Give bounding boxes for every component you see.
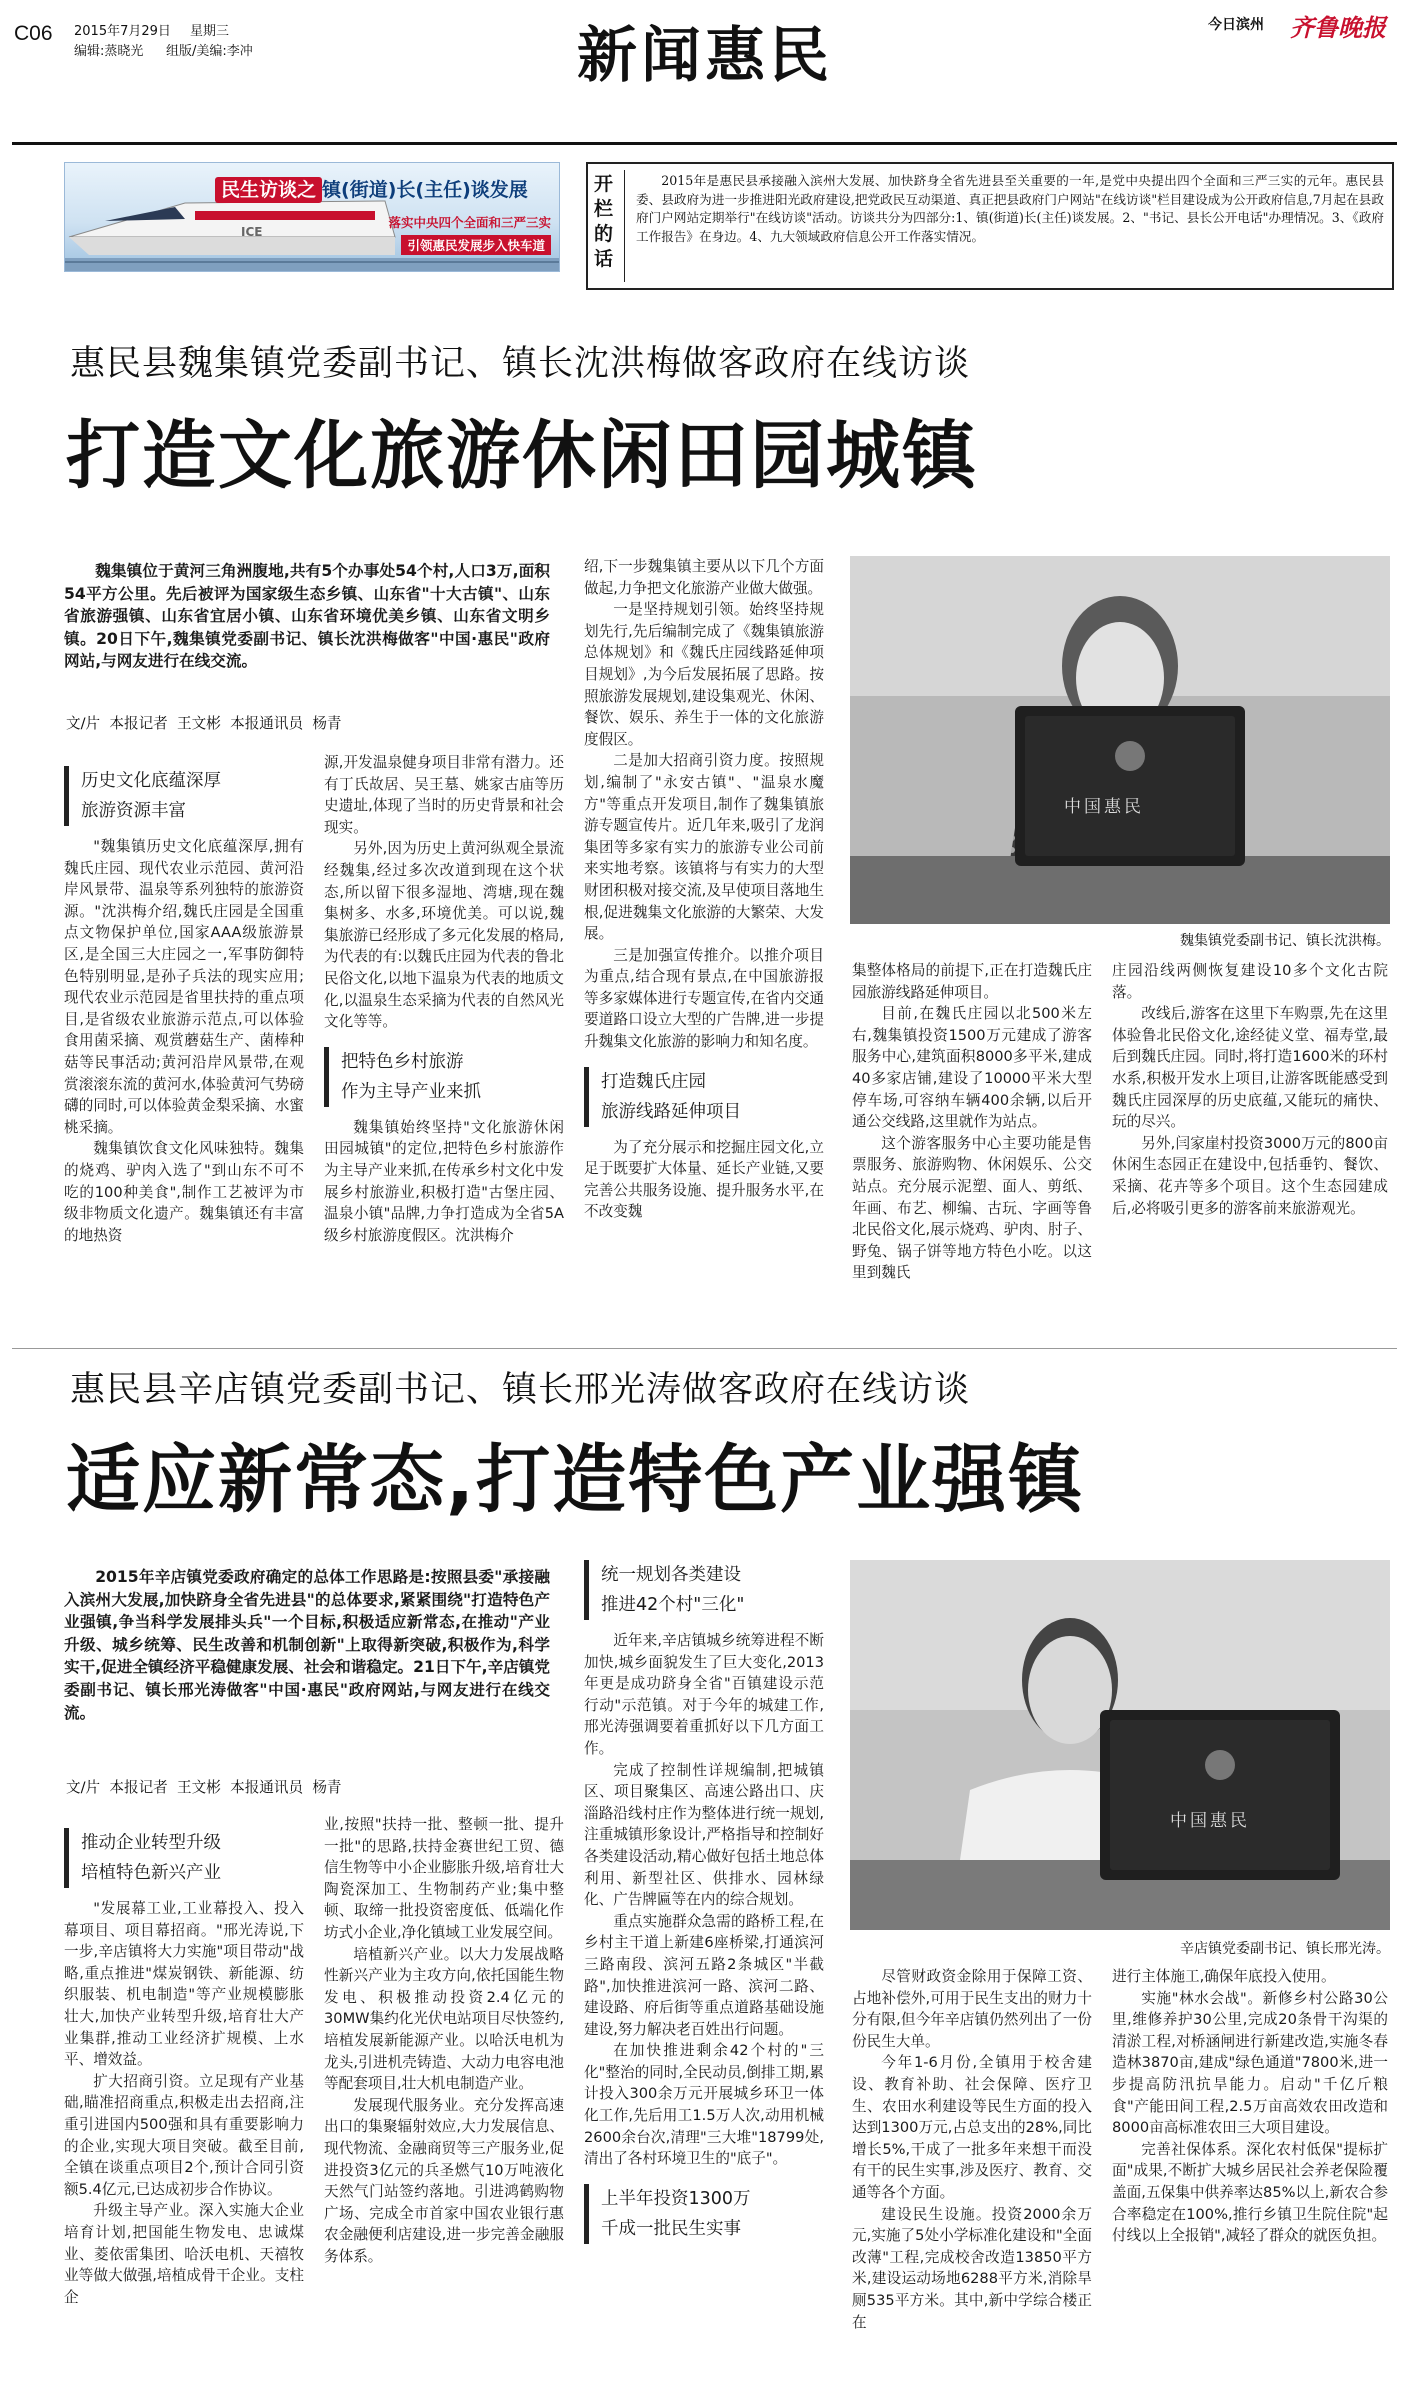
- banner-title: [215, 175, 528, 202]
- article1-subhead-1: 历史文化底蕴深厚 旅游资源丰富: [64, 766, 304, 826]
- article2-paragraph: 实施"林水会战"。新修乡村公路30公里,维修养护30公里,完成20条骨干沟渠的清淤工程,对桥涵闸进行新建改造,实施冬春造林3870亩,建成"绿色通道"7800米,进一步提高防汛抗旱能力。启动"千亿斤粮食"产能田间工程,2.5万亩高效农田改造和8000亩高标准农田三大项目建设。: [1112, 1989, 1388, 2137]
- photo1-screen-text: 中国惠民: [1064, 797, 1144, 817]
- banner-subtitle-1: 落实中央四个全面和三严三实: [388, 215, 551, 230]
- banner-subtitle-2: 引领惠民发展步入快车道: [401, 235, 551, 255]
- article1-headline: 打造文化旅游休闲田园城镇: [66, 413, 978, 499]
- article1-paragraph: "魏集镇历史文化底蕴深厚,拥有魏氏庄园、现代农业示范园、黄河沿岸风景带、温泉等系列独特的旅游资源。"沈洪梅介绍,魏氏庄园是全国重点文物保护单位,国家AAA级旅游景区,是全国三大庄园之一,军事防御特色特别明显,是孙子兵法的现实应用;现代农业示范园是省里扶持的重点项目,是省级农业旅游示范点,可以体验食用菌采摘、观赏蘑菇生产、菌棒种菇等民事活动;黄河沿岸风景带,在观赏滚滚东流的黄河水,体验黄河气势磅礴的同时,可以体验黄金梨采摘、水蜜桃采摘。: [64, 838, 304, 1136]
- article2-paragraph: 升级主导产业。深入实施大企业培育计划,把国能生物发电、忠诚煤业、菱依雷集团、哈沃电机、天禧牧业等做大做强,培植成骨干企业。支柱企: [64, 2202, 304, 2306]
- article2-paragraph: 业,按照"扶持一批、整顿一批、提升一批"的思路,扶持金赛世纪工贸、德信生物等中小企业膨胀升级,培育壮大陶瓷深加工、生物制药产业;集中整顿、取缔一批投资密度低、低端化作坊式小企业,净化镇域工业发展空间。: [324, 1816, 564, 1941]
- article2-photo: [850, 1560, 1390, 1930]
- article1-subhead-3: 打造魏氏庄园 旅游线路延伸项目: [584, 1067, 824, 1127]
- article1-col5: [1112, 960, 1388, 1472]
- article1-paragraph: 另外,闫家崖村投资3000万元的800亩休闲生态园正在建设中,包括垂钓、餐饮、采摘、花卉等多个项目。这个生态园建成后,必将吸引更多的游客前来旅游观光。: [1112, 1134, 1388, 1217]
- article1-paragraph: 源,开发温泉健身项目非常有潜力。还有丁氏故居、吴王墓、姚家古庙等历史遗址,体现了当时的历史背景和社会现实。: [324, 754, 564, 836]
- train-label: ICE: [241, 225, 263, 239]
- article1-photo: [850, 556, 1390, 924]
- article2-paragraph: 扩大招商引资。立足现有产业基础,瞄准招商重点,积极走出去招商,注重引进国内500强和具有重要影响力的企业,实现大项目突破。截至目前,全镇在谈重点项目2个,预计合同引资额5.4亿元,已达成初步合作协议。: [64, 2072, 304, 2198]
- article2-paragraph: 进行主体施工,确保年底投入使用。: [1112, 1968, 1336, 1985]
- article1-kicker: 惠民县魏集镇党委副书记、镇长沈洪梅做客政府在线访谈: [70, 344, 971, 384]
- photo2-screen-text: 中国惠民: [1170, 1811, 1250, 1831]
- article2-photo-caption: 辛店镇党委副书记、镇长邢光涛。: [1180, 1941, 1390, 1957]
- series-banner: [64, 162, 560, 272]
- article1-paragraph: 为了充分展示和挖掘庄园文化,立足于既要扩大体量、延长产业链,又要完善公共服务设施、提升服务水平,在不改变魏: [584, 1138, 824, 1221]
- article1-col1: [64, 752, 304, 1472]
- brand-logo: 齐鲁晚报: [1290, 13, 1386, 42]
- editor-credit: 编辑:蒸晓光: [74, 44, 144, 59]
- design-credit: 组版/美编:李冲: [166, 44, 253, 59]
- article1-col2: [324, 752, 564, 1472]
- article1-paragraph: 改线后,游客在这里下车购票,先在这里体验鲁北民俗文化,途经徒义堂、福寿堂,最后到魏氏庄园。同时,将打造1600米的环村水系,积极开发水上项目,让游客既能感受到魏氏庄园深厚的历史底蕴,又能玩的痛快、玩的尽兴。: [1112, 1005, 1388, 1131]
- article2-paragraph: 完成了控制性详规编制,把城镇区、项目聚集区、高速公路出口、庆淄路沿线村庄作为整体进行统一规划,注重城镇形象设计,严格指导和控制好各类建设活动,精心做好包括土地总体利用、新型社区、供排水、园林绿化、广告牌匾等在内的综合规划。: [584, 1761, 824, 1909]
- column-note-text: 2015年是惠民县承接融入滨州大发展、加快跻身全省先进县至关重要的一年,是党中央提出四个全面和三严三实的元年。惠民县委、县政府为进一步推进阳光政府建设,把党政民互动渠道、真正把县政府门户网站"在线访谈"栏目建设成为公开政府信息,7月起在县政府门户网站定期举行"在线访谈"活动。访谈共分为四部分:1、镇(街道)长(主任)谈发展。2、"书记、县长公开电话"办理情况。3、《政府工作报告》在身边。4、九大领域政府信息公开工作落实情况。: [636, 173, 1384, 244]
- article1-paragraph: 庄园沿线两侧恢复建设10多个文化古院落。: [1112, 962, 1388, 1001]
- page-number: C06: [14, 22, 53, 45]
- article1-paragraph: 目前,在魏氏庄园以北500米左右,魏集镇投资1500万元建成了游客服务中心,建筑面积8000多平米,建成40多家店铺,建设了10000平米大型停车场,可容纳车辆400余辆,以后开通公交线路,这里就作为站点。: [852, 1005, 1092, 1131]
- article1-byline: 文/片 本报记者 王文彬 本报通讯员 杨青: [66, 715, 342, 732]
- article2-col5: [1112, 1966, 1388, 2374]
- article1-paragraph: 这个游客服务中心主要功能是售票服务、旅游购物、休闲娱乐、公交站点。充分展示泥塑、面人、剪纸、年画、布艺、柳编、古玩、字画等鲁北民俗文化,展示烧鸡、驴肉、肘子、野兔、锅子饼等地方特色小吃。以这里到魏氏: [852, 1134, 1092, 1282]
- article2-col4: [852, 1966, 1092, 2374]
- article1-photo-caption: 魏集镇党委副书记、镇长沈洪梅。: [1180, 933, 1390, 949]
- issue-weekday: 星期三: [190, 24, 230, 39]
- header-rule: [12, 142, 1397, 145]
- article1-paragraph: 集整体格局的前提下,正在打造魏氏庄园旅游线路延伸项目。: [852, 962, 1092, 1001]
- article2-paragraph: 发展现代服务业。充分发挥高速出口的集聚辐射效应,大力发展信息、现代物流、金融商贸等三产服务业,促进投资3亿元的兵圣燃气10万吨液化天然气门站签约落地。引进鸿鹤购物广场、完成全市首家中国农业银行惠农金融便利店建设,进一步完善金融服务体系。: [324, 2096, 564, 2265]
- interviewee-portrait-icon: [850, 1560, 1390, 1930]
- article1-paragraph: 三是加强宣传推介。以推介项目为重点,结合现有景点,在中国旅游报等多家媒体进行专题宣传,在省内交通要道路口设立大型的广告牌,进一步提升魏集文化旅游的影响力和知名度。: [584, 946, 824, 1051]
- article2-headline: 适应新常态,打造特色产业强镇: [66, 1437, 1085, 1523]
- article2-byline: 文/片 本报记者 王文彬 本报通讯员 杨青: [66, 1779, 342, 1796]
- article2-col1: [64, 1814, 304, 2374]
- article1-lead-text: 魏集镇位于黄河三角洲腹地,共有5个办事处54个村,人口3万,面积54平方公里。先后被评为国家级生态乡镇、山东省"十大古镇"、山东省旅游强镇、山东省宜居小镇、山东省环境优美乡镇、山东省文明乡镇。20日下午,魏集镇党委副书记、镇长沈洪梅做客"中国·惠民"政府网站,与网友进行在线交流。: [64, 562, 550, 671]
- article2-paragraph: 培植新兴产业。以大力发展战略性新兴产业为主攻方向,依托国能生物发电、积极推动投资2.4亿元的30MW集约化光伏电站项目尽快签约,培植发展新能源产业。以哈沃电机为龙头,引进机壳铸造、大动力电容电池等配套项目,壮大机电制造产业。: [324, 1945, 564, 2093]
- article2-paragraph: "发展幕工业,工业幕投入、投入幕项目、项目幕招商。"邢光涛说,下一步,辛店镇将大力实施"项目带动"战略,重点推进"煤炭钢铁、新能源、纺织服装、机电制造"等产业规模膨胀壮大,加快产业转型升级,培育壮大产业集群,推动工业经济扩规模、上水平、增效益。: [64, 1900, 304, 2069]
- article2-paragraph: 建设民生设施。投资2000余万元,实施了5处小学标准化建设和"全面改薄"工程,完成校舍改造13850平方米,建设运动场地6288平方米,消除旱厕535平方米。其中,新中学综合楼正在: [852, 2205, 1092, 2331]
- article1-subhead-2: 把特色乡村旅游 作为主导产业来抓: [324, 1047, 564, 1107]
- article1-paragraph: 二是加大招商引资力度。按照规划,编制了"永安古镇"、"温泉水魔方"等重点开发项目,制作了魏集镇旅游专题宣传片。近几年来,吸引了龙润集团等多家有实力的旅游专业公司前来实地考察。该镇将与有实力的大型财团积极对接交流,及早使项目落地生根,促进魏集文化旅游的大繁荣、大发展。: [584, 752, 824, 943]
- article2-subhead-1: 推动企业转型升级 培植特色新兴产业: [64, 1828, 304, 1888]
- brand-prefix: 今日滨州: [1208, 17, 1264, 33]
- article2-col2: [324, 1814, 564, 2374]
- article1-paragraph: 一是坚持规划引领。始终坚持规划先行,先后编制完成了《魏集镇旅游总体规划》和《魏氏庄园线路延伸项目规划》,为今后发展拓展了思路。按照旅游发展规划,建设集观光、休闲、餐饮、娱乐、养生于一体的文化旅游度假区。: [584, 601, 824, 748]
- article2-col3: [584, 1560, 824, 2374]
- article2-paragraph: 在加快推进剩余42个村的"三化"整治的同时,全民动员,倒排工期,累计投入300余万元开展城乡环卫一体化工作,先后用工1.5万人次,动用机械2600余台次,清理"三大堆"18799处,清出了各村环境卫生的"底子"。: [584, 2042, 824, 2168]
- article1-lead: [64, 560, 550, 698]
- article1-paragraph: 另外,因为历史上黄河纵观全景流经魏集,经过多次改道到现在这个状态,所以留下很多湿地、湾塘,现在魏集树多、水多,环境优美。可以说,魏集旅游已经形成了多元化发展的格局,为代表的有:以魏氏庄园为代表的鲁北民俗文化,以地下温泉为代表的地质文化,以温泉生态采摘为代表的自然风光文化等等。: [324, 840, 564, 1031]
- interviewee-portrait-icon: [850, 556, 1390, 924]
- article2-paragraph: 尽管财政资金除用于保障工资、占地补偿外,可用于民生支出的财力十分有限,但今年辛店镇仍然列出了一份份民生大单。: [852, 1968, 1092, 2050]
- article1-paragraph: 绍,下一步魏集镇主要从以下几个方面做起,力争把文化旅游产业做大做强。: [584, 558, 824, 597]
- article2-kicker: 惠民县辛店镇党委副书记、镇长邢光涛做客政府在线访谈: [70, 1370, 971, 1410]
- article2-subhead-3: 上半年投资1300万 千成一批民生实事: [584, 2184, 824, 2244]
- article1-col3: [584, 556, 824, 1472]
- article2-paragraph: 完善社保体系。深化农村低保"提标扩面"成果,不断扩大城乡居民社会养老保险覆盖面,五保集中供养率达85%以上,新农合参合率稳定在100%,推行乡镇卫生院住院"起付线以上全报销",减轻了群众的就医负担。: [1112, 2140, 1388, 2245]
- banner-title-blue: 镇(街道)长(主任)谈发展: [322, 179, 528, 201]
- section-title: 新闻惠民: [577, 21, 833, 91]
- article2-paragraph: 今年1-6月份,全镇用于校舍建设、教育补助、社会保障、医疗卫生、农田水利建设等民生方面的投入达到1300万元,占总支出的28%,同比增长5%,干成了一批多年来想干而没有干的民生实事,涉及医疗、教育、交通等各个方面。: [852, 2054, 1092, 2201]
- article2-paragraph: 近年来,辛店镇城乡统筹进程不断加快,城乡面貌发生了巨大变化,2013年更是成功跻身全省"百镇建设示范行动"示范镇。对于今年的城建工作,邢光涛强调要着重抓好以下几方面工作。: [584, 1632, 824, 1757]
- article1-paragraph: 魏集镇始终坚持"文化旅游休闲田园城镇"的定位,把特色乡村旅游作为主导产业来抓,在传承乡村文化中发展乡村旅游业,积极打造"古堡庄园、温泉小镇"品牌,力争打造成为全省5A级乡村旅游度假区。沈洪梅介: [324, 1118, 564, 1244]
- article-divider: [12, 1348, 1397, 1349]
- banner-title-red: 民生访谈之: [215, 177, 322, 203]
- column-note-box: [586, 162, 1394, 290]
- issue-date: 2015年7月29日: [74, 24, 171, 39]
- article2-paragraph: 重点实施群众急需的路桥工程,在乡村主干道上新建6座桥梁,打通滨河三路南段、滨河五路2条城区"半截路",加快推进滨河一路、滨河二路、建设路、府后街等重点道路基础设施建设,努力解决老百姓出行问题。: [584, 1912, 824, 2038]
- article2-lead-text: 2015年辛店镇党委政府确定的总体工作思路是:按照县委"承接融入滨州大发展,加快跻身全省先进县"的总体要求,紧紧围绕"打造特色产业强镇,争当科学发展排头兵"一个目标,积极适应新常态,在推动"产业升级、城乡统筹、民生改善和机制创新"上取得新突破,积极作为,科学实干,促进全镇经济平稳健康发展、社会和谐稳定。21日下午,辛店镇党委副书记、镇长邢光涛做客"中国·惠民"政府网站,与网友进行在线交流。: [64, 1568, 550, 1722]
- column-note-label: 开栏的话: [594, 173, 614, 270]
- article2-subhead-2: 统一规划各类建设 推进42个村"三化": [584, 1560, 824, 1620]
- article2-lead: [64, 1566, 550, 1746]
- article1-paragraph: 魏集镇饮食文化风味独特。魏集的烧鸡、驴肉入选了"到山东不可不吃的100种美食",制作工艺被评为市级非物质文化遗产。魏集镇还有丰富的地热资: [64, 1140, 304, 1244]
